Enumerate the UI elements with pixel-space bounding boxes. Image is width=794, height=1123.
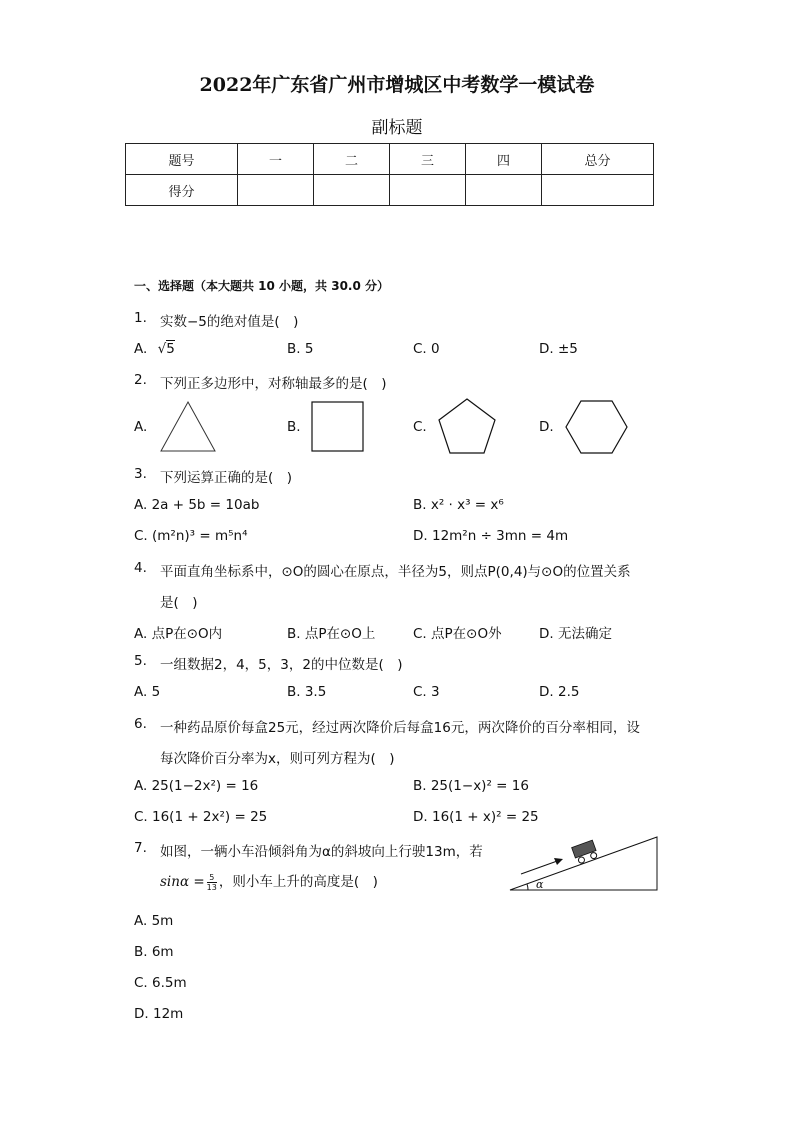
option-a-label: A.	[134, 341, 148, 357]
score-header-cell: 一	[238, 144, 314, 175]
option-d: D.	[539, 419, 554, 435]
cart-icon	[572, 840, 599, 864]
question-text: 一种药品原价每盒25元，经过两次降价后每盒16元，两次降价的百分率相同，设	[160, 720, 640, 736]
question-text: 实数−5的绝对值是( )	[160, 314, 299, 330]
question-number: 4.	[134, 560, 147, 576]
question-number: 3.	[134, 466, 147, 482]
option-a: A. 2a + 5b = 10ab	[134, 497, 260, 513]
option-a: A. 5	[134, 684, 161, 700]
option-b: B. 6m	[134, 944, 174, 960]
option-d: D. ±5	[539, 341, 578, 357]
score-header-cell: 四	[466, 144, 542, 175]
question-text-cont: 是( )	[160, 595, 198, 611]
angle-arc	[527, 884, 528, 890]
sqrt-sign: √	[157, 341, 167, 357]
option-d: D. 无法确定	[539, 626, 612, 642]
score-header-cell: 三	[390, 144, 466, 175]
option-b: B. x² ⋅ x³ = x⁶	[413, 497, 504, 513]
option-c: C.	[413, 419, 427, 435]
sin-expression: sinα =	[160, 874, 205, 890]
question-number: 7.	[134, 840, 147, 856]
question-text: 如图，一辆小车沿倾斜角为α的斜坡向上行驶13m，若	[160, 844, 483, 860]
question-number: 1.	[134, 310, 147, 326]
question-text: 下列运算正确的是( )	[160, 470, 293, 486]
fraction-denominator: 13	[206, 882, 217, 892]
fraction-numerator: 5	[207, 873, 217, 883]
option-a: A. 25(1−2x²) = 16	[134, 778, 259, 794]
score-header-cell: 总分	[542, 144, 654, 175]
angle-label: α	[536, 878, 544, 891]
direction-arrow	[521, 860, 560, 874]
paper-subtitle: 副标题	[371, 118, 423, 138]
score-header-cell: 二	[314, 144, 390, 175]
question-text-rest: ，则小车上升的高度是( )	[218, 874, 378, 890]
option-a: A. 点P在⊙O内	[134, 626, 223, 642]
option-b: B. 3.5	[287, 684, 327, 700]
option-a-value: 5	[166, 341, 175, 357]
option-b: B. 点P在⊙O上	[287, 626, 376, 642]
option-d: D. 12m	[134, 1006, 184, 1022]
question-text: 下列正多边形中，对称轴最多的是( )	[160, 376, 387, 392]
option-d: D. 12m²n ÷ 3mn = 4m	[413, 528, 569, 544]
question-number: 2.	[134, 372, 147, 388]
option-c: C. (m²n)³ = m⁵n⁴	[134, 528, 248, 544]
question-number: 5.	[134, 653, 147, 669]
question-text: 平面直角坐标系中，⊙O的圆心在原点，半径为5，则点P(0,4)与⊙O的位置关系	[160, 564, 631, 580]
question-text-cont: 每次降价百分率为x，则可列方程为( )	[160, 751, 395, 767]
section-heading: 一、选择题（本大题共 10 小题，共 30.0 分）	[134, 279, 390, 293]
paper-title: 2022年广东省广州市增城区中考数学一模试卷	[199, 74, 595, 96]
score-header-cell: 题号	[126, 144, 238, 175]
option-c: C. 3	[413, 684, 440, 700]
score-row-label: 得分	[126, 175, 238, 206]
option-c: C. 16(1 + 2x²) = 25	[134, 809, 268, 825]
question-number: 6.	[134, 716, 147, 732]
option-a: A. 5m	[134, 913, 174, 929]
option-b: B. 25(1−x)² = 16	[413, 778, 529, 794]
option-a: A.	[134, 419, 148, 435]
option-b: B.	[287, 419, 301, 435]
option-c: C. 0	[413, 341, 440, 357]
option-b: B. 5	[287, 341, 314, 357]
option-c: C. 点P在⊙O外	[413, 626, 502, 642]
option-d: D. 2.5	[539, 684, 580, 700]
option-d: D. 16(1 + x)² = 25	[413, 809, 539, 825]
option-c: C. 6.5m	[134, 975, 187, 991]
question-text: 一组数据2，4，5，3，2的中位数是( )	[160, 657, 403, 673]
